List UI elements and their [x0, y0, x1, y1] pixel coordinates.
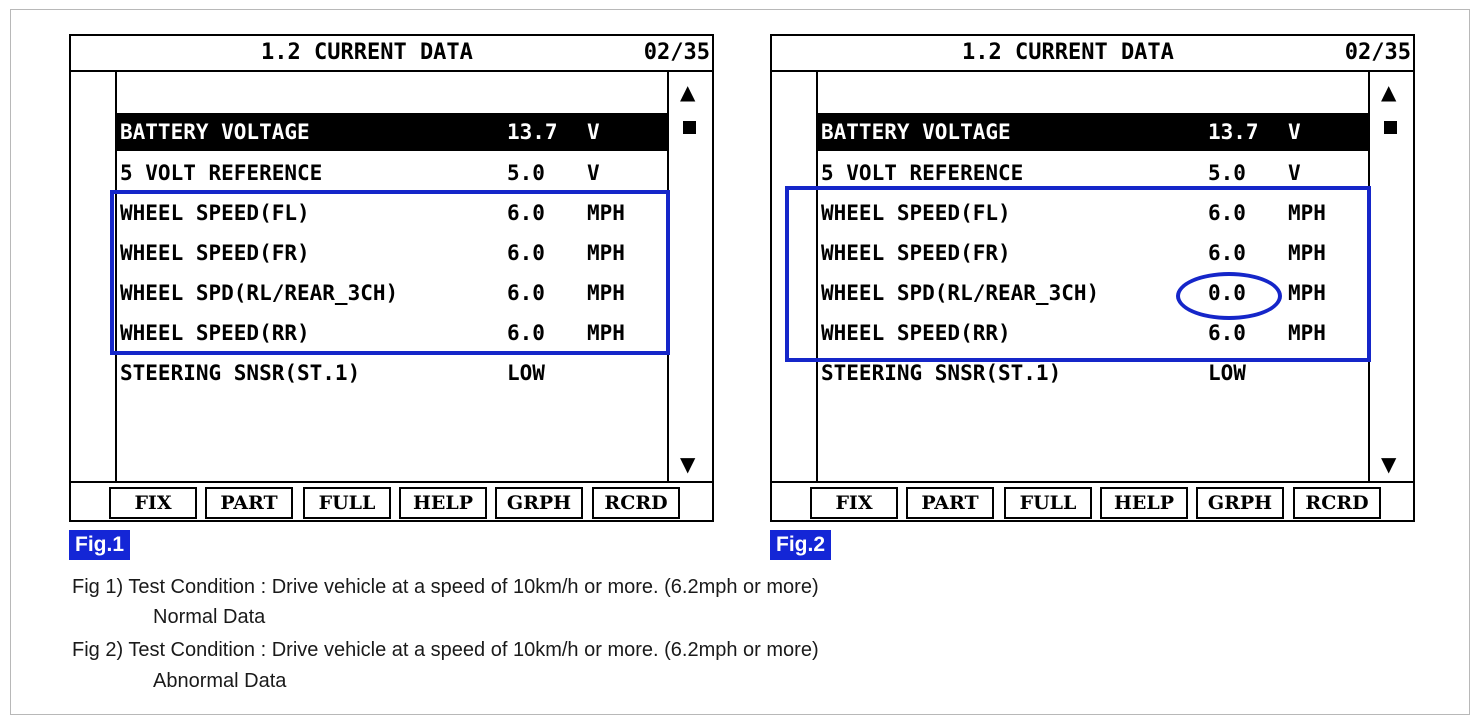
param-name: WHEEL SPEED(FR) — [821, 241, 1011, 265]
param-value: 6.0 — [507, 201, 545, 225]
param-value: 13.7 — [1208, 120, 1259, 144]
fig-1-result-caption: Normal Data — [153, 606, 266, 628]
param-value: 5.0 — [1208, 161, 1246, 185]
data-row-5v-reference[interactable] — [117, 153, 667, 193]
scroll-up-arrow-icon[interactable]: ▲ — [680, 80, 696, 104]
param-unit: MPH — [1288, 241, 1326, 265]
param-name: BATTERY VOLTAGE — [821, 120, 1011, 144]
part-button[interactable]: PART — [906, 487, 994, 519]
param-value: LOW — [1208, 361, 1246, 385]
param-name: WHEEL SPEED(FL) — [120, 201, 310, 225]
param-value: 6.0 — [1208, 321, 1246, 345]
data-row-steering-sensor[interactable] — [117, 353, 667, 393]
screen-title: 1.2 CURRENT DATA — [962, 40, 1174, 65]
param-name: WHEEL SPEED(FL) — [821, 201, 1011, 225]
full-button[interactable]: FULL — [1004, 487, 1092, 519]
screen-header — [772, 36, 1413, 72]
data-row-battery-voltage[interactable] — [818, 113, 1368, 151]
abnormal-value-highlight-oval — [1176, 272, 1282, 320]
param-value: 0.0 — [1208, 281, 1246, 305]
fig-2-label: Fig.2 — [770, 530, 831, 560]
full-button[interactable]: FULL — [303, 487, 391, 519]
scroll-thumb[interactable] — [1384, 121, 1397, 134]
fig-1-condition-caption: Fig 1) Test Condition : Drive vehicle at a speed of 10km/h or more. (6.2mph or more) — [72, 576, 819, 598]
param-name: BATTERY VOLTAGE — [120, 120, 310, 144]
param-name: WHEEL SPEED(RR) — [120, 321, 310, 345]
param-value: 6.0 — [507, 321, 545, 345]
param-unit: V — [1288, 120, 1301, 144]
graph-button[interactable]: GRPH — [1196, 487, 1284, 519]
scroll-thumb[interactable] — [683, 121, 696, 134]
help-button[interactable]: HELP — [399, 487, 487, 519]
param-value: 6.0 — [1208, 241, 1246, 265]
param-value: 5.0 — [507, 161, 545, 185]
page-counter: 02/35 — [643, 40, 710, 65]
param-unit: MPH — [587, 321, 625, 345]
graph-button[interactable]: GRPH — [495, 487, 583, 519]
record-button[interactable]: RCRD — [1293, 487, 1381, 519]
param-value: 13.7 — [507, 120, 558, 144]
scroll-down-arrow-icon[interactable]: ▼ — [1381, 452, 1397, 476]
fix-button[interactable]: FIX — [109, 487, 197, 519]
param-unit: V — [1288, 161, 1301, 185]
param-name: STEERING SNSR(ST.1) — [821, 361, 1062, 385]
param-unit: V — [587, 161, 600, 185]
param-unit: MPH — [1288, 201, 1326, 225]
scroll-down-arrow-icon[interactable]: ▼ — [680, 452, 696, 476]
record-button[interactable]: RCRD — [592, 487, 680, 519]
part-button[interactable]: PART — [205, 487, 293, 519]
param-value: 6.0 — [1208, 201, 1246, 225]
screen-header — [71, 36, 712, 72]
param-unit: V — [587, 120, 600, 144]
param-unit: MPH — [587, 241, 625, 265]
param-unit: MPH — [587, 201, 625, 225]
param-unit: MPH — [1288, 281, 1326, 305]
help-button[interactable]: HELP — [1100, 487, 1188, 519]
param-name: WHEEL SPD(RL/REAR_3CH) — [120, 281, 399, 305]
fig-1-label: Fig.1 — [69, 530, 130, 560]
fix-button[interactable]: FIX — [810, 487, 898, 519]
param-unit: MPH — [1288, 321, 1326, 345]
param-value: LOW — [507, 361, 545, 385]
wheel-speed-highlight-box — [785, 186, 1371, 362]
param-name: WHEEL SPD(RL/REAR_3CH) — [821, 281, 1100, 305]
page-counter: 02/35 — [1344, 40, 1411, 65]
param-name: 5 VOLT REFERENCE — [120, 161, 323, 185]
param-name: 5 VOLT REFERENCE — [821, 161, 1024, 185]
param-value: 6.0 — [507, 281, 545, 305]
param-name: STEERING SNSR(ST.1) — [120, 361, 361, 385]
fig-2-condition-caption: Fig 2) Test Condition : Drive vehicle at a speed of 10km/h or more. (6.2mph or more) — [72, 639, 819, 661]
scroll-up-arrow-icon[interactable]: ▲ — [1381, 80, 1397, 104]
param-name: WHEEL SPEED(RR) — [821, 321, 1011, 345]
screen-title: 1.2 CURRENT DATA — [261, 40, 473, 65]
fig-2-result-caption: Abnormal Data — [153, 670, 287, 692]
data-row-battery-voltage[interactable] — [117, 113, 667, 151]
param-name: WHEEL SPEED(FR) — [120, 241, 310, 265]
param-value: 6.0 — [507, 241, 545, 265]
wheel-speed-highlight-box — [110, 190, 670, 355]
param-unit: MPH — [587, 281, 625, 305]
